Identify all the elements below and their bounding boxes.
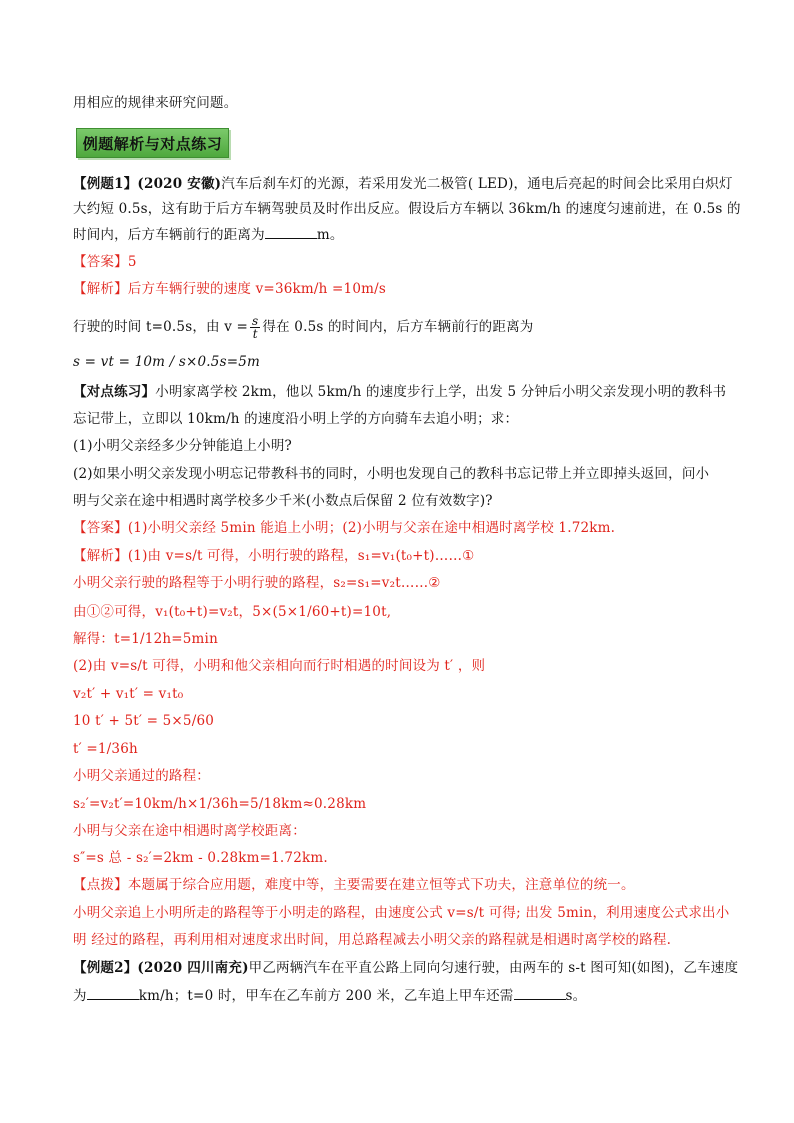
practice-q1: (1)小明父亲经多少分钟能追上小明? [73, 438, 292, 454]
practice-text1: 小明家离学校 2km，他以 5km/h 的速度步行上学，出发 5 分钟后小明父亲发现小明的教科书 [155, 384, 727, 400]
practice-tag: 【对点练习】 [73, 384, 156, 400]
example1-analysis-line3: s = vt = 10m / s×0.5s=5m [73, 354, 261, 370]
practice-tips-tag: 【点拨】 [73, 877, 128, 893]
example1-blank [265, 226, 317, 239]
example1-answer-line [73, 253, 733, 271]
practice-answer: (1)小明父亲经 5min 能追上小明；(2)小明与父亲在途中相遇时离学校 1.72km. [127, 520, 616, 536]
example1-analysis-2a: 行驶的时间 t=0.5s，由 v = [73, 319, 249, 335]
section-banner-label: 例题解析与对点练习 [82, 134, 223, 153]
example2-tag: 【例题2】 [73, 960, 138, 976]
example1-answer-tag: 【答案】 [73, 254, 128, 270]
practice-answer-line [73, 519, 733, 537]
fraction-denominator: t [252, 327, 258, 341]
example1-line2: 大约短 0.5s，这有助于后方车辆驾驶员及时作出反应。假设后方车辆以 36km/h 的速度匀速前进，在 0.5s 的 [73, 201, 741, 217]
example1-analysis-line2 [73, 315, 733, 340]
example1-text1: 汽车后刹车灯的光源，若采用发光二极管( LED)，通电后亮起的时间会比采用白炽灯 [221, 176, 733, 192]
practice-analysis-12: s″=s 总 - s₂′=2km - 0.28km=1.72km. [73, 850, 328, 866]
example2-blank1 [87, 987, 139, 1000]
section-banner [76, 128, 229, 158]
example2-source: (2020 四川南充) [137, 960, 249, 976]
velocity-fraction [250, 315, 260, 340]
practice-analysis-8: t′ =1/36h [73, 741, 138, 757]
practice-analysis-11: 小明与父亲在途中相遇时离学校距离： [73, 823, 306, 839]
practice-answer-tag: 【答案】 [73, 520, 128, 536]
example2-text1: 甲乙两辆汽车在平直公路上同向匀速行驶，由两车的 s-t 图可知(如图)，乙车速度 [248, 960, 739, 976]
practice-analysis-7: 10 t′ + 5t′ = 5×5/60 [73, 713, 215, 729]
practice-q2-line2: 明与父亲在途中相遇时离学校多少千米(小数点后保留 2 位有效数字)? [73, 493, 493, 509]
example1-source: (2020 安徽) [137, 176, 222, 192]
practice-analysis-1: (1)由 v=s/t 可得，小明行驶的路程，s₁=v₁(t₀+t)……① [127, 548, 475, 564]
practice-analysis-tag: 【解析】 [73, 548, 128, 564]
example1-line1 [73, 175, 733, 193]
practice-analysis-line1 [73, 547, 733, 565]
example1-analysis-line [73, 280, 733, 298]
example1-analysis-1: 后方车辆行驶的速度 v=36km/h =10m/s [127, 281, 387, 297]
practice-analysis-3: 由①②可得，v₁(t₀+t)=v₂t，5×(5×1/60+t)=10t, [73, 604, 392, 620]
example2-line1 [73, 959, 739, 977]
practice-analysis-9: 小明父亲通过的路程： [73, 768, 210, 784]
practice-q2-line1: (2)如果小明父亲发现小明忘记带教科书的同时，小明也发现自己的教科书忘记带上并立即掉头返回，问小 [73, 466, 710, 482]
practice-analysis-6: v₂t′ + v₁t′ = v₁t₀ [73, 686, 184, 702]
example2-line2 [73, 987, 733, 1005]
intro-tail-text: 用相应的规律来研究问题。 [73, 95, 238, 111]
example1-text3: 时间内，后方车辆前行的距离为 [73, 227, 265, 243]
practice-analysis-5: (2)由 v=s/t 可得，小明和他父亲相向而行时相遇的时间设为 t′ ，则 [73, 658, 486, 674]
example2-blank2 [514, 987, 566, 1000]
practice-analysis-2: 小明父亲行驶的路程等于小明行驶的路程，s₂=s₁=v₂t……② [73, 575, 441, 591]
example1-analysis-2b: 得在 0.5s 的时间内，后方车辆前行的距离为 [262, 319, 534, 335]
example2-text2a: 为 [73, 988, 87, 1004]
practice-analysis-4: 解得：t=1/12h=5min [73, 631, 218, 647]
practice-tips-2: 小明父亲追上小明所走的路程等于小明走的路程，由速度公式 v=s/t 可得; 出发 5min，利用速度公式求出小 [73, 905, 730, 921]
example1-line3 [73, 226, 733, 244]
practice-line2: 忘记带上，立即以 10km/h 的速度沿小明上学的方向骑车去追小明；求： [73, 411, 519, 427]
practice-analysis-10: s₂′=v₂t′=10km/h×1/36h=5/18km≈0.28km [73, 796, 367, 812]
practice-line1 [73, 383, 733, 401]
practice-tips-line1 [73, 876, 733, 894]
fraction-numerator: s [252, 314, 259, 328]
example1-answer: 5 [127, 254, 137, 270]
practice-tips-3: 明 经过的路程，再利用相对速度求出时间，用总路程减去小明父亲的路程就是相遇时离学校的路程. [73, 932, 672, 948]
example1-tag: 【例题1】 [73, 176, 138, 192]
example1-unit: m。 [316, 227, 344, 243]
example2-text2b: km/h；t=0 时，甲车在乙车前方 200 米，乙车追上甲车还需 [138, 988, 514, 1004]
example2-text2c: s。 [565, 988, 587, 1004]
practice-tips-1: 本题属于综合应用题，难度中等，主要需要在建立恒等式下功夫，注意单位的统一。 [127, 877, 635, 893]
example1-analysis-tag: 【解析】 [73, 281, 128, 297]
